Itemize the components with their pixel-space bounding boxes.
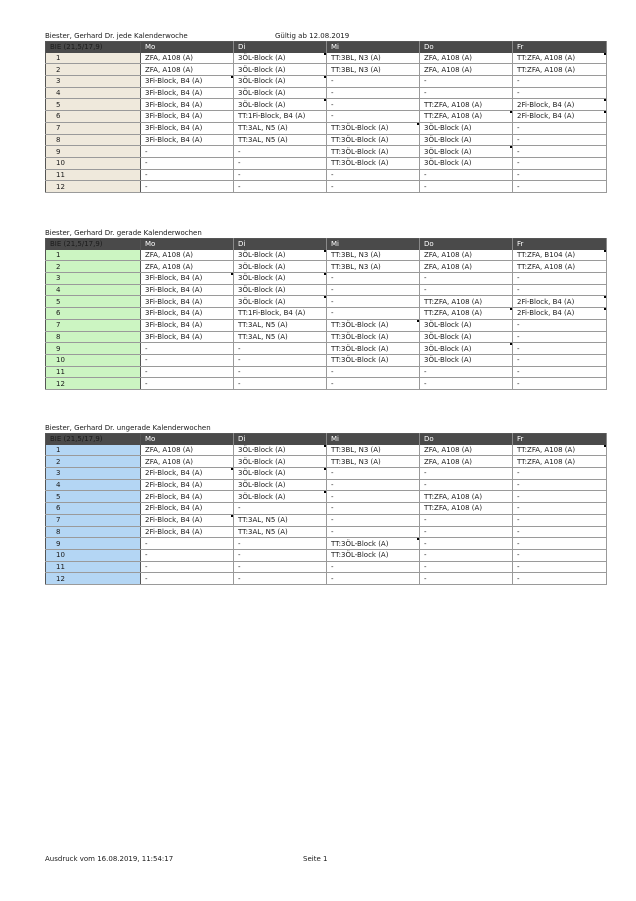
- lesson-cell: -: [327, 99, 420, 111]
- day-header-di: Di: [234, 434, 327, 445]
- lesson-cell: ZFA, A108 (A): [141, 64, 234, 76]
- lesson-cell: -: [420, 538, 513, 550]
- lesson-cell: -: [513, 479, 607, 491]
- lesson-cell: 3Fi-Block, B4 (A): [141, 273, 234, 285]
- period-number: 4: [46, 87, 141, 99]
- lesson-cell: -: [420, 366, 513, 378]
- day-header-do: Do: [420, 239, 513, 250]
- lesson-cell: -: [513, 181, 607, 193]
- period-number: 5: [46, 99, 141, 111]
- lesson-cell: ZFA, A108 (A): [420, 445, 513, 456]
- lesson-cell: -: [513, 503, 607, 515]
- lesson-cell: -: [420, 76, 513, 88]
- lesson-cell: TT:3AL, N5 (A): [234, 134, 327, 146]
- day-header-do: Do: [420, 42, 513, 53]
- table-row: [46, 573, 607, 585]
- table-row: [46, 308, 607, 320]
- lesson-cell: 3Fi-Block, B4 (A): [141, 134, 234, 146]
- lesson-cell: -: [234, 169, 327, 181]
- period-number: 9: [46, 343, 141, 355]
- print-timestamp: Ausdruck vom 16.08.2019, 11:54:17: [45, 855, 174, 863]
- lesson-cell: ZFA, A108 (A): [420, 456, 513, 468]
- table-row: [46, 284, 607, 296]
- lesson-cell: -: [234, 561, 327, 573]
- lesson-cell: TT:3AL, N5 (A): [234, 319, 327, 331]
- day-header-mi: Mi: [327, 42, 420, 53]
- lesson-cell: TT:3ÖL-Block (A): [327, 134, 420, 146]
- lesson-cell: 3Fi-Block, B4 (A): [141, 99, 234, 111]
- day-header-mi: Mi: [327, 239, 420, 250]
- lesson-cell: -: [513, 122, 607, 134]
- lesson-cell: -: [234, 378, 327, 390]
- lesson-cell: TT:3ÖL-Block (A): [327, 157, 420, 169]
- table-row: [46, 561, 607, 573]
- lesson-cell: -: [513, 538, 607, 550]
- lesson-cell: 3ÖL-Block (A): [234, 479, 327, 491]
- period-number: 12: [46, 573, 141, 585]
- table-row: [46, 343, 607, 355]
- timetable-section-odd-weeks: [45, 423, 606, 585]
- lesson-cell: -: [327, 561, 420, 573]
- lesson-cell: -: [513, 273, 607, 285]
- table-row: [46, 526, 607, 538]
- lesson-cell: 2Fi-Block, B4 (A): [513, 308, 607, 320]
- lesson-cell: -: [513, 319, 607, 331]
- lesson-cell: TT:1Fi-Block, B4 (A): [234, 308, 327, 320]
- lesson-cell: TT:ZFA, A108 (A): [420, 99, 513, 111]
- table-row: [46, 181, 607, 193]
- timetable-every-week: [45, 41, 607, 193]
- lesson-cell: TT:ZFA, A108 (A): [513, 64, 607, 76]
- lesson-cell: -: [141, 378, 234, 390]
- lesson-cell: -: [234, 343, 327, 355]
- timetable-section-every-week: [45, 31, 606, 193]
- table-row: [46, 491, 607, 503]
- lesson-cell: 3Fi-Block, B4 (A): [141, 87, 234, 99]
- lesson-cell: -: [234, 181, 327, 193]
- lesson-cell: -: [327, 284, 420, 296]
- period-number: 2: [46, 261, 141, 273]
- period-number: 2: [46, 456, 141, 468]
- period-number: 10: [46, 157, 141, 169]
- lesson-cell: 2Fi-Block, B4 (A): [141, 514, 234, 526]
- lesson-cell: TT:3AL, N5 (A): [234, 331, 327, 343]
- table-row: [46, 468, 607, 480]
- lesson-cell: -: [234, 503, 327, 515]
- lesson-cell: ZFA, A108 (A): [141, 261, 234, 273]
- page-number: Seite 1: [303, 855, 328, 863]
- lesson-cell: -: [327, 573, 420, 585]
- lesson-cell: TT:3BL, N3 (A): [327, 445, 420, 456]
- lesson-cell: 3ÖL-Block (A): [234, 53, 327, 64]
- lesson-cell: 3ÖL-Block (A): [234, 261, 327, 273]
- lesson-cell: -: [513, 169, 607, 181]
- lesson-cell: 3ÖL-Block (A): [420, 354, 513, 366]
- day-header-mo: Mo: [141, 239, 234, 250]
- lesson-cell: -: [420, 561, 513, 573]
- teacher-label: BIE (21,5/17,9): [46, 42, 141, 53]
- lesson-cell: 3ÖL-Block (A): [234, 491, 327, 503]
- period-number: 6: [46, 308, 141, 320]
- lesson-cell: ZFA, A108 (A): [420, 53, 513, 64]
- table-row: [46, 111, 607, 123]
- header-row: [46, 239, 607, 250]
- lesson-cell: TT:3ÖL-Block (A): [327, 331, 420, 343]
- lesson-cell: -: [327, 503, 420, 515]
- lesson-cell: -: [234, 354, 327, 366]
- lesson-cell: TT:ZFA, A108 (A): [513, 445, 607, 456]
- lesson-cell: -: [420, 514, 513, 526]
- section-title: [45, 31, 606, 41]
- period-number: 2: [46, 64, 141, 76]
- lesson-cell: -: [513, 514, 607, 526]
- table-row: [46, 366, 607, 378]
- table-row: [46, 479, 607, 491]
- lesson-cell: 3ÖL-Block (A): [234, 273, 327, 285]
- lesson-cell: -: [513, 76, 607, 88]
- lesson-cell: -: [513, 378, 607, 390]
- lesson-cell: TT:ZFA, A108 (A): [420, 503, 513, 515]
- lesson-cell: TT:3AL, N5 (A): [234, 514, 327, 526]
- lesson-cell: -: [513, 146, 607, 158]
- section-title-text: Biester, Gerhard Dr. jede Kalenderwoche: [45, 32, 188, 40]
- lesson-cell: TT:3BL, N3 (A): [327, 261, 420, 273]
- lesson-cell: TT:ZFA, A108 (A): [420, 296, 513, 308]
- lesson-cell: -: [327, 514, 420, 526]
- period-number: 7: [46, 514, 141, 526]
- lesson-cell: -: [513, 134, 607, 146]
- lesson-cell: ZFA, A108 (A): [141, 250, 234, 261]
- period-number: 8: [46, 134, 141, 146]
- period-number: 11: [46, 561, 141, 573]
- table-row: [46, 64, 607, 76]
- day-header-di: Di: [234, 239, 327, 250]
- lesson-cell: TT:3ÖL-Block (A): [327, 343, 420, 355]
- lesson-cell: 3ÖL-Block (A): [234, 468, 327, 480]
- lesson-cell: -: [420, 284, 513, 296]
- day-header-fr: Fr: [513, 42, 607, 53]
- lesson-cell: TT:3ÖL-Block (A): [327, 549, 420, 561]
- lesson-cell: ZFA, A108 (A): [420, 250, 513, 261]
- lesson-cell: -: [327, 273, 420, 285]
- lesson-cell: 2Fi-Block, B4 (A): [141, 491, 234, 503]
- lesson-cell: -: [420, 468, 513, 480]
- lesson-cell: -: [513, 549, 607, 561]
- lesson-cell: -: [327, 111, 420, 123]
- lesson-cell: -: [327, 296, 420, 308]
- lesson-cell: 2Fi-Block, B4 (A): [513, 111, 607, 123]
- table-row: [46, 549, 607, 561]
- lesson-cell: ZFA, A108 (A): [141, 445, 234, 456]
- lesson-cell: 2Fi-Block, B4 (A): [513, 296, 607, 308]
- section-title-text: Biester, Gerhard Dr. gerade Kalenderwochen: [45, 229, 202, 237]
- day-header-fr: Fr: [513, 239, 607, 250]
- lesson-cell: 2Fi-Block, B4 (A): [141, 503, 234, 515]
- lesson-cell: 2Fi-Block, B4 (A): [141, 468, 234, 480]
- lesson-cell: 3Fi-Block, B4 (A): [141, 331, 234, 343]
- lesson-cell: -: [420, 549, 513, 561]
- lesson-cell: -: [141, 343, 234, 355]
- lesson-cell: -: [141, 157, 234, 169]
- lesson-cell: -: [141, 573, 234, 585]
- lesson-cell: -: [420, 526, 513, 538]
- valid-from-text: Gültig ab 12.08.2019: [275, 32, 350, 40]
- lesson-cell: -: [141, 354, 234, 366]
- table-row: [46, 319, 607, 331]
- day-header-fr: Fr: [513, 434, 607, 445]
- lesson-cell: -: [327, 308, 420, 320]
- lesson-cell: -: [141, 366, 234, 378]
- lesson-cell: TT:3ÖL-Block (A): [327, 122, 420, 134]
- lesson-cell: -: [513, 366, 607, 378]
- section-title: [45, 423, 606, 433]
- period-number: 11: [46, 366, 141, 378]
- lesson-cell: -: [234, 366, 327, 378]
- lesson-cell: TT:3ÖL-Block (A): [327, 538, 420, 550]
- lesson-cell: 3ÖL-Block (A): [234, 296, 327, 308]
- lesson-cell: 3Fi-Block, B4 (A): [141, 319, 234, 331]
- period-number: 1: [46, 250, 141, 261]
- lesson-cell: -: [420, 573, 513, 585]
- period-number: 6: [46, 503, 141, 515]
- lesson-cell: -: [513, 468, 607, 480]
- lesson-cell: 3ÖL-Block (A): [420, 122, 513, 134]
- lesson-cell: 2Fi-Block, B4 (A): [141, 526, 234, 538]
- lesson-cell: TT:3ÖL-Block (A): [327, 146, 420, 158]
- period-number: 3: [46, 468, 141, 480]
- lesson-cell: -: [420, 87, 513, 99]
- lesson-cell: TT:1Fi-Block, B4 (A): [234, 111, 327, 123]
- lesson-cell: TT:3BL, N3 (A): [327, 53, 420, 64]
- lesson-cell: TT:3BL, N3 (A): [327, 456, 420, 468]
- lesson-cell: -: [327, 378, 420, 390]
- period-number: 12: [46, 378, 141, 390]
- lesson-cell: 3Fi-Block, B4 (A): [141, 296, 234, 308]
- lesson-cell: 3ÖL-Block (A): [420, 343, 513, 355]
- lesson-cell: -: [141, 549, 234, 561]
- day-header-do: Do: [420, 434, 513, 445]
- timetable-even-weeks: [45, 238, 607, 390]
- period-number: 1: [46, 445, 141, 456]
- period-number: 4: [46, 479, 141, 491]
- lesson-cell: 3ÖL-Block (A): [234, 284, 327, 296]
- day-header-mi: Mi: [327, 434, 420, 445]
- period-number: 8: [46, 331, 141, 343]
- period-number: 4: [46, 284, 141, 296]
- table-row: [46, 456, 607, 468]
- period-number: 1: [46, 53, 141, 64]
- header-row: [46, 434, 607, 445]
- table-row: [46, 169, 607, 181]
- lesson-cell: 3ÖL-Block (A): [234, 445, 327, 456]
- lesson-cell: -: [513, 526, 607, 538]
- lesson-cell: -: [141, 538, 234, 550]
- lesson-cell: 3ÖL-Block (A): [234, 456, 327, 468]
- lesson-cell: -: [420, 169, 513, 181]
- period-number: 5: [46, 491, 141, 503]
- period-number: 10: [46, 549, 141, 561]
- lesson-cell: TT:3ÖL-Block (A): [327, 319, 420, 331]
- lesson-cell: -: [327, 479, 420, 491]
- lesson-cell: -: [234, 146, 327, 158]
- lesson-cell: 3Fi-Block, B4 (A): [141, 308, 234, 320]
- lesson-cell: -: [513, 87, 607, 99]
- lesson-cell: -: [327, 87, 420, 99]
- lesson-cell: TT:ZFA, B104 (A): [513, 250, 607, 261]
- table-row: [46, 378, 607, 390]
- table-row: [46, 331, 607, 343]
- lesson-cell: -: [513, 354, 607, 366]
- lesson-cell: 3ÖL-Block (A): [420, 146, 513, 158]
- lesson-cell: ZFA, A108 (A): [141, 53, 234, 64]
- period-number: 6: [46, 111, 141, 123]
- lesson-cell: -: [141, 181, 234, 193]
- lesson-cell: -: [513, 573, 607, 585]
- day-header-mo: Mo: [141, 42, 234, 53]
- table-row: [46, 514, 607, 526]
- table-row: [46, 503, 607, 515]
- period-number: 8: [46, 526, 141, 538]
- lesson-cell: -: [234, 157, 327, 169]
- lesson-cell: -: [327, 468, 420, 480]
- header-row: [46, 42, 607, 53]
- table-row: [46, 53, 607, 64]
- table-row: [46, 261, 607, 273]
- lesson-cell: 2Fi-Block, B4 (A): [513, 99, 607, 111]
- table-row: [46, 122, 607, 134]
- period-number: 7: [46, 122, 141, 134]
- lesson-cell: -: [513, 343, 607, 355]
- table-row: [46, 99, 607, 111]
- period-number: 9: [46, 146, 141, 158]
- table-row: [46, 134, 607, 146]
- period-number: 5: [46, 296, 141, 308]
- lesson-cell: -: [141, 561, 234, 573]
- lesson-cell: TT:ZFA, A108 (A): [420, 111, 513, 123]
- table-row: [46, 87, 607, 99]
- period-number: 12: [46, 181, 141, 193]
- section-title: [45, 228, 606, 238]
- lesson-cell: -: [513, 561, 607, 573]
- timetable-section-even-weeks: [45, 228, 606, 390]
- lesson-cell: 3ÖL-Block (A): [420, 134, 513, 146]
- lesson-cell: -: [420, 181, 513, 193]
- lesson-cell: -: [234, 538, 327, 550]
- lesson-cell: 3ÖL-Block (A): [420, 331, 513, 343]
- lesson-cell: 3ÖL-Block (A): [234, 87, 327, 99]
- lesson-cell: 3Fi-Block, B4 (A): [141, 284, 234, 296]
- lesson-cell: -: [141, 169, 234, 181]
- lesson-cell: 3Fi-Block, B4 (A): [141, 111, 234, 123]
- timetable-odd-weeks: [45, 433, 607, 585]
- day-header-mo: Mo: [141, 434, 234, 445]
- lesson-cell: 3ÖL-Block (A): [234, 99, 327, 111]
- lesson-cell: -: [327, 76, 420, 88]
- lesson-cell: TT:ZFA, A108 (A): [513, 456, 607, 468]
- table-row: [46, 76, 607, 88]
- lesson-cell: 3ÖL-Block (A): [420, 319, 513, 331]
- lesson-cell: TT:3AL, N5 (A): [234, 526, 327, 538]
- lesson-cell: 3Fi-Block, B4 (A): [141, 122, 234, 134]
- lesson-cell: -: [327, 181, 420, 193]
- lesson-cell: -: [420, 378, 513, 390]
- lesson-cell: -: [327, 526, 420, 538]
- lesson-cell: -: [327, 366, 420, 378]
- teacher-label: BIE (21,5/17,9): [46, 239, 141, 250]
- lesson-cell: TT:ZFA, A108 (A): [513, 261, 607, 273]
- lesson-cell: 2Fi-Block, B4 (A): [141, 479, 234, 491]
- lesson-cell: -: [327, 169, 420, 181]
- table-row: [46, 250, 607, 261]
- period-number: 10: [46, 354, 141, 366]
- lesson-cell: -: [327, 491, 420, 503]
- lesson-cell: TT:ZFA, A108 (A): [420, 308, 513, 320]
- period-number: 3: [46, 273, 141, 285]
- table-row: [46, 445, 607, 456]
- lesson-cell: TT:ZFA, A108 (A): [420, 491, 513, 503]
- lesson-cell: TT:3ÖL-Block (A): [327, 354, 420, 366]
- lesson-cell: -: [513, 491, 607, 503]
- lesson-cell: 3ÖL-Block (A): [234, 76, 327, 88]
- table-row: [46, 273, 607, 285]
- lesson-cell: -: [420, 479, 513, 491]
- lesson-cell: 3ÖL-Block (A): [420, 157, 513, 169]
- lesson-cell: -: [234, 549, 327, 561]
- section-title-text: Biester, Gerhard Dr. ungerade Kalenderwochen: [45, 424, 211, 432]
- lesson-cell: -: [513, 331, 607, 343]
- period-number: 7: [46, 319, 141, 331]
- lesson-cell: -: [420, 273, 513, 285]
- lesson-cell: -: [141, 146, 234, 158]
- lesson-cell: ZFA, A108 (A): [141, 456, 234, 468]
- lesson-cell: TT:ZFA, A108 (A): [513, 53, 607, 64]
- teacher-label: BIE (21,5/17,9): [46, 434, 141, 445]
- lesson-cell: 3ÖL-Block (A): [234, 250, 327, 261]
- page-footer: [45, 855, 328, 863]
- table-row: [46, 157, 607, 169]
- table-row: [46, 538, 607, 550]
- lesson-cell: 3Fi-Block, B4 (A): [141, 76, 234, 88]
- lesson-cell: -: [513, 284, 607, 296]
- day-header-di: Di: [234, 42, 327, 53]
- lesson-cell: -: [234, 573, 327, 585]
- lesson-cell: TT:3AL, N5 (A): [234, 122, 327, 134]
- period-number: 11: [46, 169, 141, 181]
- lesson-cell: TT:3BL, N3 (A): [327, 64, 420, 76]
- lesson-cell: -: [513, 157, 607, 169]
- table-row: [46, 354, 607, 366]
- period-number: 3: [46, 76, 141, 88]
- lesson-cell: TT:3BL, N3 (A): [327, 250, 420, 261]
- table-row: [46, 296, 607, 308]
- lesson-cell: ZFA, A108 (A): [420, 64, 513, 76]
- table-row: [46, 146, 607, 158]
- lesson-cell: 3ÖL-Block (A): [234, 64, 327, 76]
- period-number: 9: [46, 538, 141, 550]
- lesson-cell: ZFA, A108 (A): [420, 261, 513, 273]
